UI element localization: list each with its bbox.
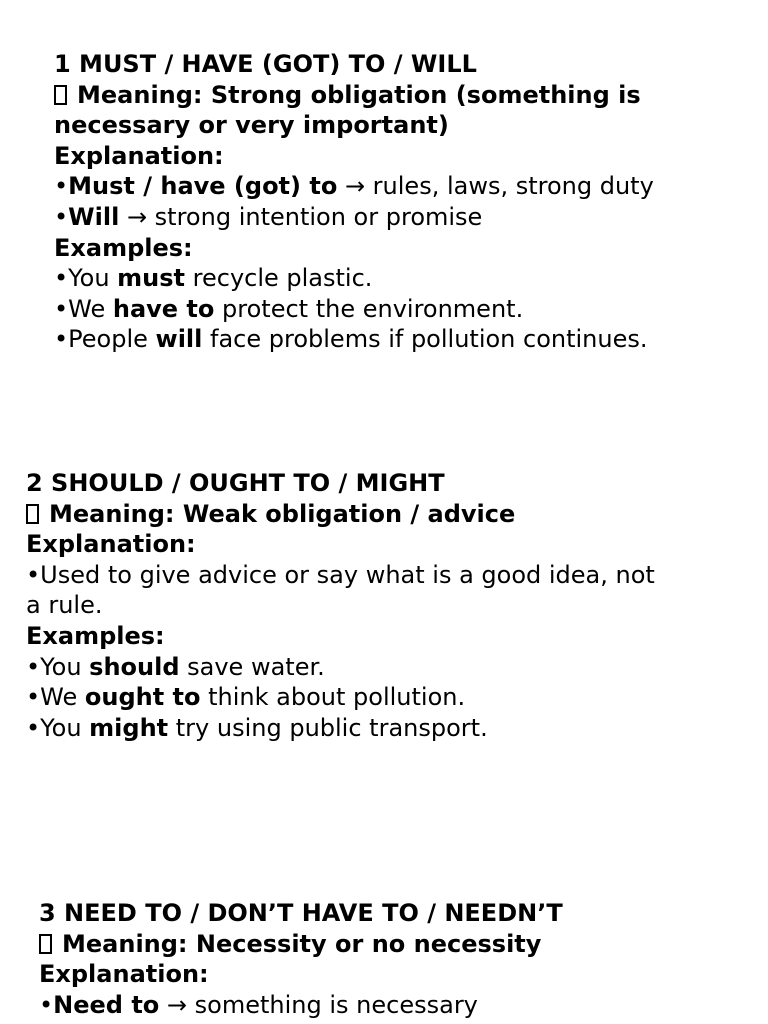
example-item <box>26 652 655 683</box>
explanation-term: Need to <box>53 990 160 1019</box>
example-modal: will <box>155 325 203 354</box>
bullet: • <box>26 683 41 712</box>
example-item <box>26 682 655 713</box>
missing-glyph-box-icon <box>54 85 67 105</box>
explanation-label: Explanation: <box>39 960 209 989</box>
example-modal: have to <box>112 294 215 323</box>
bullet: • <box>54 264 69 293</box>
example-pre: You <box>68 264 118 293</box>
example-modal: should <box>89 652 180 681</box>
explanation-text: → something is necessary <box>159 990 478 1019</box>
meaning-text: Meaning: Strong obligation (something is <box>77 80 641 109</box>
explanation-item <box>26 560 655 591</box>
bullet: • <box>39 990 54 1019</box>
example-pre: You <box>40 713 90 742</box>
explanation-item-continued: a rule. <box>26 591 103 620</box>
example-post: think about pollution. <box>200 683 466 712</box>
example-item <box>54 294 654 325</box>
example-post: save water. <box>179 652 325 681</box>
examples-label: Examples: <box>54 233 193 262</box>
example-item <box>54 324 654 355</box>
section-should-ought-to-might <box>26 468 655 743</box>
meaning-line <box>26 499 655 530</box>
explanation-term: Must / have (got) to <box>68 172 338 201</box>
explanation-label: Explanation: <box>54 141 224 170</box>
section-heading: 2 SHOULD / OUGHT TO / MIGHT <box>26 469 445 497</box>
missing-glyph-box-icon <box>26 504 39 524</box>
examples-label: Examples: <box>26 621 165 650</box>
explanation-term: Will <box>68 202 120 231</box>
example-pre: You <box>40 652 90 681</box>
example-post: protect the environment. <box>214 294 524 323</box>
section-need-to-dont-have-to-neednt <box>39 898 563 1020</box>
example-pre: We <box>68 294 113 323</box>
example-modal: ought to <box>84 683 201 712</box>
example-modal: might <box>89 713 169 742</box>
explanation-text: → strong intention or promise <box>119 202 483 231</box>
example-pre: We <box>40 683 85 712</box>
example-modal: must <box>117 264 186 293</box>
explanation-text: Used to give advice or say what is a good idea, not <box>40 560 655 589</box>
explanation-text: → rules, laws, strong duty <box>337 172 654 201</box>
bullet: • <box>26 560 41 589</box>
bullet: • <box>26 652 41 681</box>
example-pre: People <box>68 325 156 354</box>
section-heading: 3 NEED TO / DON’T HAVE TO / NEEDN’T <box>39 899 563 927</box>
meaning-text: Meaning: Weak obligation / advice <box>49 499 516 528</box>
meaning-line <box>39 929 563 960</box>
example-post: try using public transport. <box>168 713 488 742</box>
explanation-item <box>54 202 654 233</box>
missing-glyph-box-icon <box>39 934 52 954</box>
meaning-text: Meaning: Necessity or no necessity <box>62 929 542 958</box>
example-item <box>54 263 654 294</box>
explanation-label: Explanation: <box>26 530 196 559</box>
bullet: • <box>54 294 69 323</box>
bullet: • <box>54 325 69 354</box>
bullet: • <box>26 713 41 742</box>
example-post: recycle plastic. <box>185 264 373 293</box>
explanation-item <box>54 171 654 202</box>
meaning-line-continued: necessary or very important) <box>54 111 449 140</box>
example-post: face problems if pollution continues. <box>202 325 648 354</box>
meaning-line <box>54 80 654 111</box>
section-heading: 1 MUST / HAVE (GOT) TO / WILL <box>54 50 477 78</box>
bullet: • <box>54 202 69 231</box>
section-must-have-to-will <box>54 49 654 355</box>
bullet: • <box>54 172 69 201</box>
example-item <box>26 713 655 744</box>
explanation-item <box>39 990 563 1021</box>
